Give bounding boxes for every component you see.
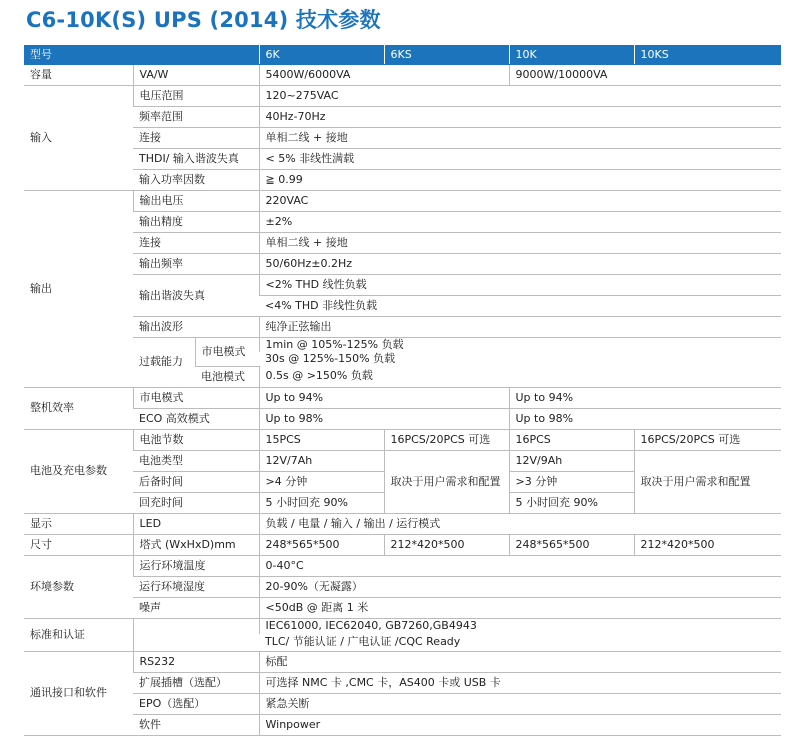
param-label: 频率范围	[133, 107, 259, 128]
battery-custom-10ks: 取决于用户需求和配置	[634, 450, 781, 513]
param-value: Up to 98%	[509, 408, 781, 429]
param-value: 紧急关断	[259, 693, 781, 714]
standards-line-1: IEC61000, IEC62040, GB7260,GB4943	[259, 618, 781, 634]
param-value: 212*420*500	[384, 534, 509, 555]
param-label: LED	[133, 513, 259, 534]
group-display: 显示	[24, 513, 133, 534]
param-value: ≧ 0.99	[259, 170, 781, 191]
group-efficiency: 整机效率	[24, 387, 133, 429]
table-row	[24, 65, 781, 86]
group-size: 尺寸	[24, 534, 133, 555]
param-value: 50/60Hz±0.2Hz	[259, 254, 781, 275]
table-row	[24, 128, 781, 149]
param-value: 标配	[259, 651, 781, 672]
param-label: 电池类型	[133, 450, 259, 471]
group-capacity: 容量	[24, 65, 133, 86]
table-row	[24, 618, 781, 634]
param-label: 运行环境湿度	[133, 576, 259, 597]
overload-mains-label: 市电模式	[195, 338, 259, 367]
group-battery: 电池及充电参数	[24, 429, 133, 513]
group-standards: 标准和认证	[24, 618, 133, 651]
param-label: 扩展插槽（选配）	[133, 672, 259, 693]
table-row	[24, 672, 781, 693]
table-row	[24, 693, 781, 714]
param-value: <2% THD 线性负载	[259, 275, 781, 296]
param-value: 16PCS/20PCS 可选	[384, 429, 509, 450]
param-value: 0-40°C	[259, 555, 781, 576]
param-value: <4% THD 非线性负载	[259, 296, 781, 317]
param-value: Winpower	[259, 714, 781, 735]
param-value: 248*565*500	[509, 534, 634, 555]
table-row	[24, 387, 781, 408]
group-input: 输入	[24, 86, 133, 191]
table-row	[24, 317, 781, 338]
param-value: 可选择 NMC 卡 ,CMC 卡，AS400 卡或 USB 卡	[259, 672, 781, 693]
table-row	[24, 149, 781, 170]
table-row	[24, 338, 781, 353]
table-row	[24, 714, 781, 735]
spec-table	[24, 45, 781, 736]
param-value: 12V/9Ah	[509, 450, 634, 471]
table-row	[24, 86, 781, 107]
param-label: 输入功率因数	[133, 170, 259, 191]
param-value: 5 小时回充 90%	[509, 492, 634, 513]
param-value: >3 分钟	[509, 471, 634, 492]
param-value: 248*565*500	[259, 534, 384, 555]
param-label: 后备时间	[133, 471, 259, 492]
table-row	[24, 576, 781, 597]
param-value: Up to 98%	[259, 408, 509, 429]
overload-line-3: 0.5s @ >150% 负载	[259, 366, 781, 387]
overload-battery-label: 电池模式	[195, 366, 259, 387]
table-row	[24, 408, 781, 429]
param-value: >4 分钟	[259, 471, 384, 492]
param-label: 回充时间	[133, 492, 259, 513]
param-label: RS232	[133, 651, 259, 672]
table-row	[24, 275, 781, 296]
param-label: 软件	[133, 714, 259, 735]
overload-line-2: 30s @ 125%-150% 负载	[265, 352, 396, 365]
table-row	[24, 555, 781, 576]
param-value: 单相二线 + 接地	[259, 233, 781, 254]
param-label: EPO（选配）	[133, 693, 259, 714]
param-label: 连接	[133, 233, 259, 254]
table-row	[24, 254, 781, 275]
standards-line-2: TLC/ 节能认证 / 广电认证 /CQC Ready	[259, 634, 781, 652]
param-value: 40Hz-70Hz	[259, 107, 781, 128]
param-label	[133, 618, 259, 651]
param-value: 5400W/6000VA	[259, 65, 509, 86]
param-label: VA/W	[133, 65, 259, 86]
battery-custom-6ks: 取决于用户需求和配置	[384, 450, 509, 513]
param-label: 输出谐波失真	[133, 275, 259, 317]
page-title: C6-10K(S) UPS (2014) 技术参数	[26, 8, 381, 32]
param-label: THDI/ 输入谐波失真	[133, 149, 259, 170]
param-value: 12V/7Ah	[259, 450, 384, 471]
table-row	[24, 450, 781, 471]
table-row	[24, 651, 781, 672]
param-label: 输出波形	[133, 317, 259, 338]
model-6ks: 6KS	[384, 45, 509, 65]
param-value: 纯净正弦输出	[259, 317, 781, 338]
param-value: Up to 94%	[259, 387, 509, 408]
table-row	[24, 597, 781, 618]
param-value: ±2%	[259, 212, 781, 233]
param-value: <50dB @ 距离 1 米	[259, 597, 781, 618]
param-value: 220VAC	[259, 191, 781, 212]
table-row	[24, 429, 781, 450]
group-comms: 通讯接口和软件	[24, 651, 133, 735]
param-label: 运行环境温度	[133, 555, 259, 576]
param-label: ECO 高效模式	[133, 408, 259, 429]
table-row	[24, 170, 781, 191]
model-6k: 6K	[259, 45, 384, 65]
param-label: 输出精度	[133, 212, 259, 233]
param-value: < 5% 非线性满载	[259, 149, 781, 170]
table-row	[24, 513, 781, 534]
param-value: 15PCS	[259, 429, 384, 450]
param-label: 塔式 (WxHxD)mm	[133, 534, 259, 555]
param-value: 212*420*500	[634, 534, 781, 555]
table-row	[24, 107, 781, 128]
table-row	[24, 233, 781, 254]
overload-label: 过载能力	[133, 338, 195, 388]
param-value: 5 小时回充 90%	[259, 492, 384, 513]
table-row	[24, 191, 781, 212]
param-value: 负载 / 电量 / 输入 / 输出 / 运行模式	[259, 513, 781, 534]
model-10k: 10K	[509, 45, 634, 65]
model-10ks: 10KS	[634, 45, 781, 65]
table-row	[24, 534, 781, 555]
header-row	[24, 45, 781, 65]
param-value: 16PCS	[509, 429, 634, 450]
param-value: 单相二线 + 接地	[259, 128, 781, 149]
param-label: 输出电压	[133, 191, 259, 212]
param-label: 电压范围	[133, 86, 259, 107]
table-row	[24, 212, 781, 233]
param-value: Up to 94%	[509, 387, 781, 408]
param-label: 输出频率	[133, 254, 259, 275]
param-label: 噪声	[133, 597, 259, 618]
param-label: 市电模式	[133, 387, 259, 408]
overload-line-1: 1min @ 105%-125% 负载	[259, 338, 781, 353]
param-label: 电池节数	[133, 429, 259, 450]
param-value: 9000W/10000VA	[509, 65, 781, 86]
model-label: 型号	[24, 45, 259, 65]
group-environment: 环境参数	[24, 555, 133, 618]
param-label: 连接	[133, 128, 259, 149]
param-value: 20-90%（无凝露）	[259, 576, 781, 597]
param-value: 120~275VAC	[259, 86, 781, 107]
group-output: 输出	[24, 191, 133, 388]
param-value: 16PCS/20PCS 可选	[634, 429, 781, 450]
